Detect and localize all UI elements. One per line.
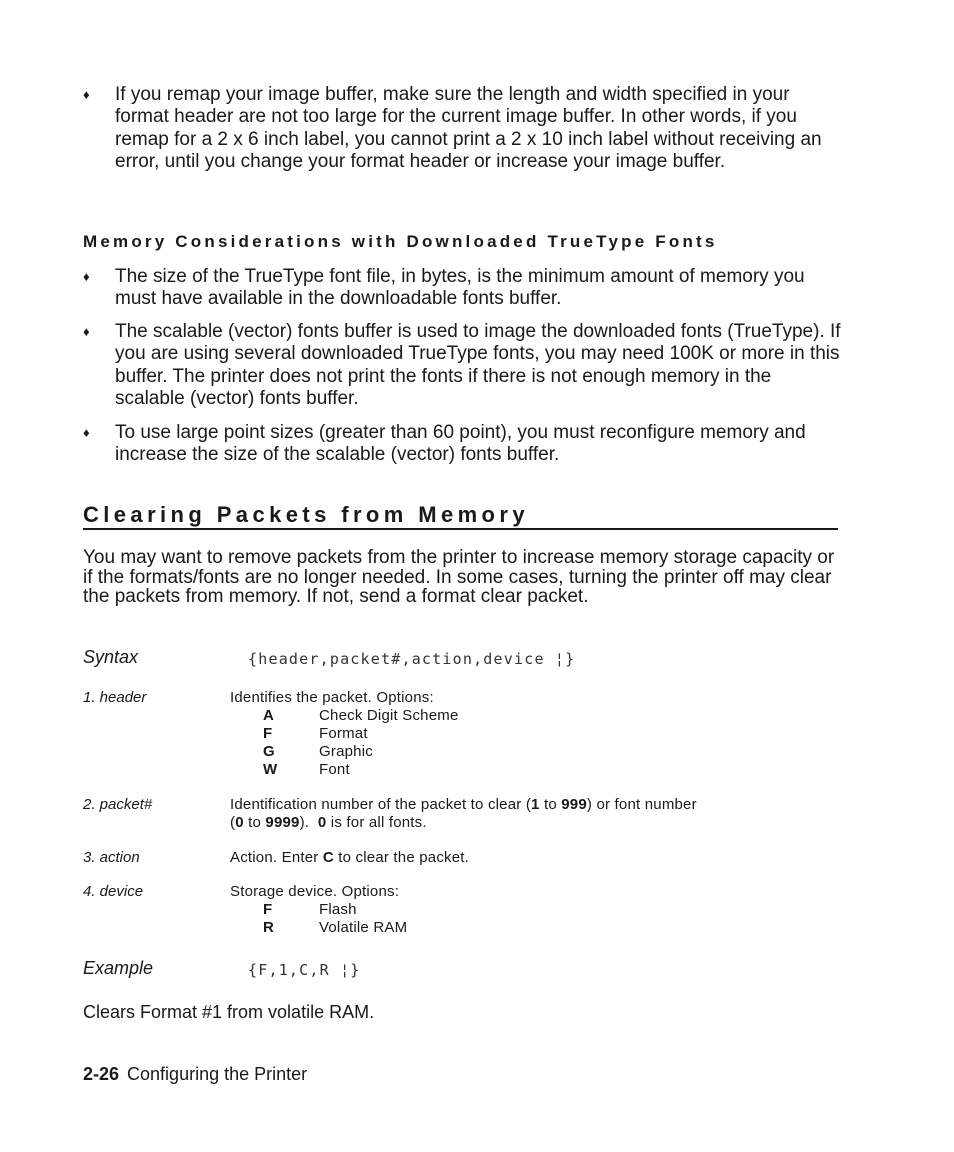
option-code: A (263, 707, 275, 724)
header-option (230, 743, 810, 761)
param-device-desc (230, 883, 810, 937)
bold-run: 0 (317, 814, 327, 831)
option-code: G (263, 743, 275, 760)
diamond-bullet-icon: ♦ (83, 324, 90, 339)
header-option (230, 725, 810, 743)
param-device-intro: Storage device. Options: (230, 883, 400, 900)
diamond-bullet-icon: ♦ (83, 425, 90, 440)
bullet-truetype-file-size (83, 266, 843, 311)
subheading-memory-truetype: Memory Considerations with Downloaded TrueType Fonts (83, 232, 718, 251)
option-text: Flash (319, 901, 357, 918)
page-number: 2-26 (83, 1064, 120, 1084)
param-header-label: 1. header (83, 689, 147, 706)
page-footer (83, 1063, 307, 1085)
bold-run: 9999 (265, 814, 300, 831)
param-action-desc (230, 849, 810, 867)
param-header-intro: Identifies the packet. Options: (230, 689, 434, 706)
text-run: to clear the packet. (333, 849, 470, 866)
param-action-label: 3. action (83, 849, 140, 866)
example-code: {F,1,C,R ¦} (248, 961, 361, 979)
intro-paragraph: You may want to remove packets from the printer to increase memory storage capacity or if the formats/fonts are no longer needed. In some cases, turning the printer off may clear the packets from memory. If not, send a format clear packet. (83, 547, 835, 608)
option-code: R (263, 919, 275, 936)
syntax-code: {header,packet#,action,device ¦} (248, 650, 576, 668)
bullet-text: The size of the TrueType font file, in bytes, is the minimum amount of memory you must have available in the downloadable fonts buffer. (115, 266, 805, 310)
param-header-desc (230, 689, 810, 779)
bold-run: 1 (531, 796, 540, 813)
text-run: ) or font number (586, 796, 697, 813)
bold-run: C (322, 849, 334, 866)
option-text: Format (319, 725, 368, 742)
example-label: Example (83, 958, 154, 978)
text-run: is for all fonts. (326, 814, 427, 831)
text-run: to (539, 796, 562, 813)
bullet-remap-image-buffer (83, 84, 843, 174)
bullet-text: To use large point sizes (greater than 60 point), you must reconfigure memory and increase the size of the scalable (vector) fonts buffer. (115, 422, 806, 466)
bullet-text: The scalable (vector) fonts buffer is used to image the downloaded fonts (TrueType). If you are using several downloaded TrueType fonts, you may need 100K or more in this buffer. The printer does not print the fonts if there is not enough memory in the scalable (vector) fonts buffer. (115, 321, 841, 410)
syntax-label: Syntax (83, 647, 139, 667)
example-explanation: Clears Format #1 from volatile RAM. (83, 1002, 375, 1022)
option-code: F (263, 901, 273, 918)
packet-desc-line1 (230, 796, 810, 814)
diamond-bullet-icon: ♦ (83, 269, 90, 284)
bullet-scalable-fonts-buffer (83, 321, 843, 411)
option-text: Font (319, 761, 350, 778)
text-run: ). (299, 814, 318, 831)
param-device-label: 4. device (83, 883, 144, 900)
header-option (230, 707, 810, 725)
device-option (230, 919, 810, 937)
packet-desc-line2 (230, 814, 810, 832)
header-option (230, 761, 810, 779)
chapter-title: Configuring the Printer (127, 1064, 308, 1084)
option-code: F (263, 725, 273, 742)
text-run: ( (230, 814, 236, 831)
param-packet-label: 2. packet# (83, 796, 153, 813)
text-run: Action. Enter (230, 849, 323, 866)
section-title: Clearing Packets from Memory (83, 502, 838, 530)
diamond-bullet-icon: ♦ (83, 87, 90, 102)
option-text: Check Digit Scheme (319, 707, 459, 724)
param-packet-desc (230, 796, 810, 832)
bold-run: 999 (561, 796, 587, 813)
text-run: to (243, 814, 266, 831)
option-code: W (263, 761, 278, 778)
text-run: Identification number of the packet to clear ( (230, 796, 532, 813)
option-text: Graphic (319, 743, 373, 760)
bold-run: 0 (235, 814, 244, 831)
bullet-text: If you remap your image buffer, make sure the length and width specified in your format header are not too large for the current image buffer. In other words, if you remap for a 2 x 6 inch label, you cannot print a 2 x 10 inch label without receiving an error, until you change your format header or increase your image buffer. (115, 84, 822, 173)
bullet-large-point-sizes (83, 422, 843, 467)
device-option (230, 901, 810, 919)
option-text: Volatile RAM (319, 919, 408, 936)
